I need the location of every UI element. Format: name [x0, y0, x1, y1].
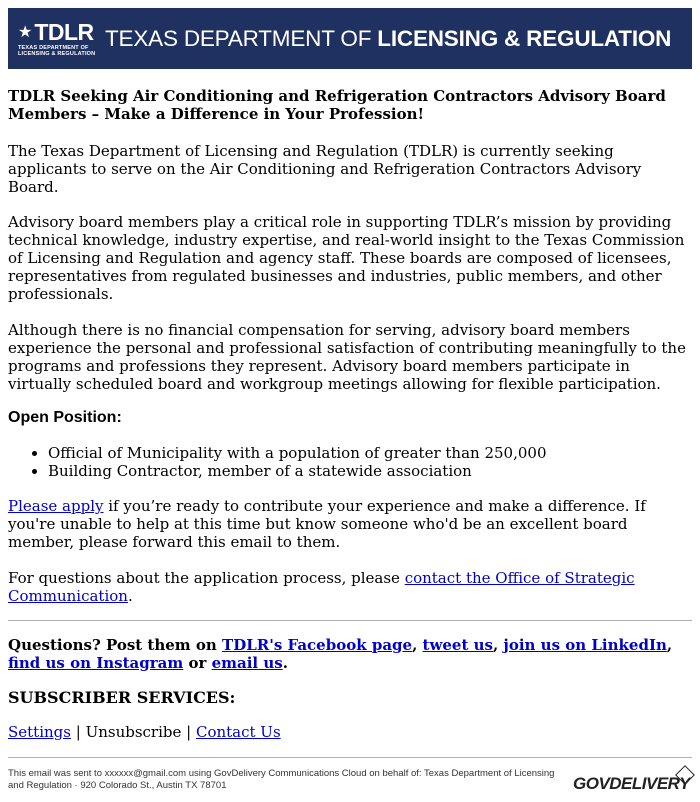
link-sep: |: [181, 723, 196, 741]
footer-divider: [8, 757, 692, 758]
email-container: [8, 8, 692, 802]
social-prefix: Questions? Post them on: [8, 636, 223, 654]
header-title-light: TEXAS DEPARTMENT OF: [105, 25, 378, 51]
instagram-link[interactable]: find us on Instagram: [8, 654, 184, 672]
list-item: • Building Contractor, member of a statewide association: [48, 462, 692, 480]
govdelivery-logo-text: GOVDELIVERY: [573, 774, 690, 793]
link-sep: |: [70, 723, 86, 741]
govdelivery-logo: [573, 774, 690, 794]
apply-paragraph: [8, 497, 692, 551]
social-or: or: [183, 654, 212, 672]
compensation-paragraph: Although there is no financial compensation for serving, advisory board members experience the personal and professional satisfaction of contributing meaningfully to the programs and professions they represent. Advisory board members participate in virtually scheduled board and workgroup meetings allowing for flexible participation.: [8, 321, 686, 393]
header-title: [105, 26, 671, 52]
subscriber-links: [8, 723, 692, 741]
email-link[interactable]: email us: [211, 654, 283, 672]
social-end: .: [282, 654, 288, 672]
positions-list: [8, 444, 692, 480]
tdlr-logo: [18, 16, 96, 62]
logo-subtitle-1: TEXAS DEPARTMENT OF: [18, 44, 89, 51]
open-position-heading: Open Position:: [8, 409, 122, 426]
footer: [8, 768, 692, 802]
questions-end: .: [127, 587, 133, 605]
apply-text: if you’re ready to contribute your experience and make a difference. If you're unable to help at this time but know someone who'd be an excellent board member, please forward this email to them.: [8, 497, 646, 551]
header-banner: [8, 8, 692, 69]
logo-subtitle-2: LICENSING & REGULATION: [18, 50, 96, 57]
logo-name: TDLR: [34, 18, 94, 45]
social-sep: ,: [492, 636, 504, 654]
divider: [8, 620, 692, 621]
contact-osc-link[interactable]: contact the Office of Strategic Communication: [8, 569, 635, 605]
headline: TDLR Seeking Air Conditioning and Refrigeration Contractors Advisory Board Members – Make a Difference in Your Profession!: [8, 87, 666, 123]
questions-paragraph: [8, 569, 692, 605]
twitter-link[interactable]: tweet us: [422, 636, 493, 654]
footer-text: This email was sent to xxxxxx@gmail.com using GovDelivery Communications Cloud on behalf of: Texas Department of Licensing and Regulation · 920 Colorado St., Austin TX 78701: [8, 768, 555, 791]
contact-us-link[interactable]: Contact Us: [195, 723, 281, 741]
intro-paragraph: The Texas Department of Licensing and Regulation (TDLR) is currently seeking applicants to serve on the Air Conditioning and Refrigeration Contractors Advisory Board.: [8, 142, 642, 196]
list-item: • Official of Municipality with a population of greater than 250,000: [48, 444, 692, 462]
apply-link[interactable]: Please apply: [8, 497, 104, 515]
star-icon: ★: [18, 21, 33, 41]
header-title-bold: LICENSING & REGULATION: [377, 25, 672, 51]
linkedin-link[interactable]: join us on LinkedIn: [503, 636, 667, 654]
settings-link[interactable]: Settings: [8, 723, 71, 741]
social-sep: ,: [412, 636, 423, 654]
social-links: [8, 636, 692, 672]
subscriber-heading: SUBSCRIBER SERVICES:: [8, 688, 236, 707]
questions-text: For questions about the application process, please: [8, 569, 405, 587]
unsubscribe-text: Unsubscribe: [85, 723, 182, 741]
role-paragraph: Advisory board members play a critical role in supporting TDLR’s mission by providing technical knowledge, industry expertise, and real-world insight to the Texas Commission of Licensing and Regulation and agency staff. These boards are composed of licensees, representatives from regulated businesses and industries, public members, and other professionals.: [8, 213, 685, 303]
facebook-link[interactable]: TDLR's Facebook page: [222, 636, 413, 654]
social-sep: ,: [666, 636, 673, 654]
